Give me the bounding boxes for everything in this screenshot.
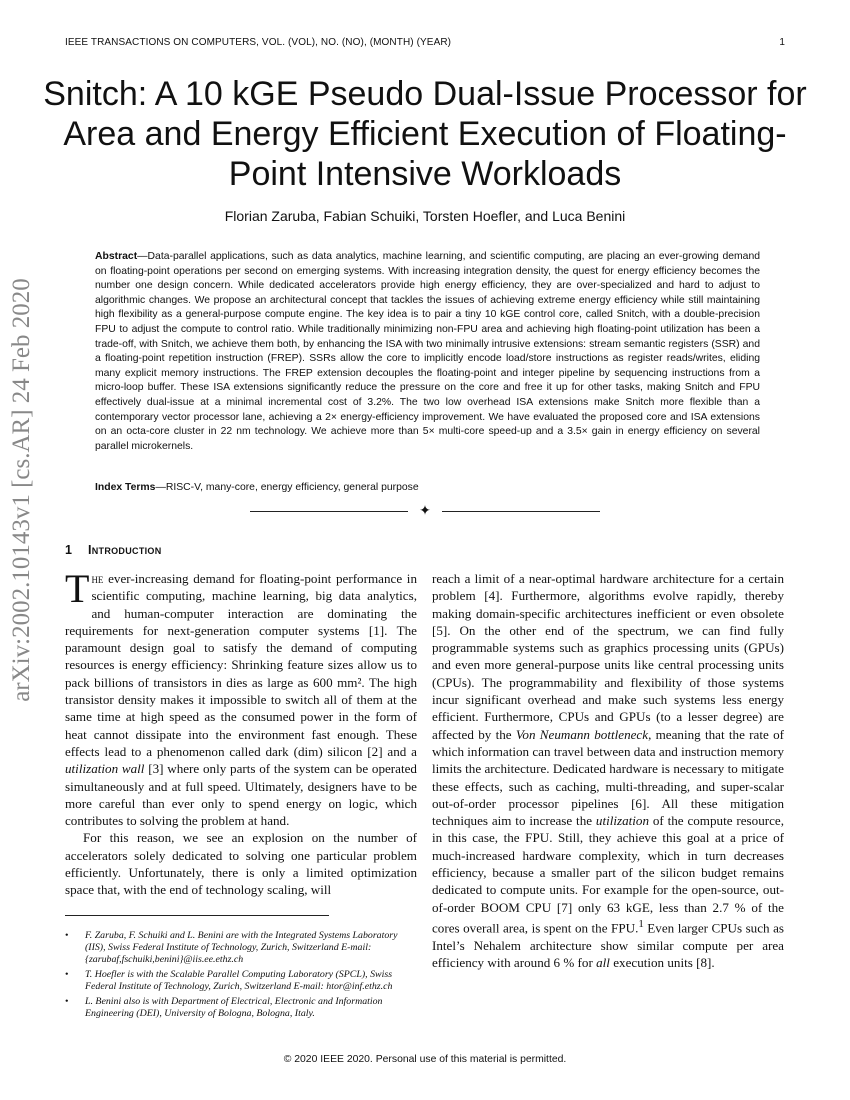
running-head bbox=[65, 37, 785, 48]
page-number: 1 bbox=[779, 37, 785, 48]
emphasis: utilization wall bbox=[65, 761, 145, 777]
drop-cap-continuation: he bbox=[91, 571, 104, 586]
footnote-text: F. Zaruba, F. Schuiki and L. Benini are with the Integrated Systems Laboratory (IIS), Swiss Federal Institute of Technology, Zurich, Switzerland E-mail: {zarubaf,fschuiki,benini}@iis.ee.ethz.ch bbox=[85, 930, 398, 965]
arxiv-stamp bbox=[2, 278, 42, 702]
footnote-text: L. Benini also is with Department of Electrical, Electronic and Information Engineering (DEI), University of Bologna, Bologna, Italy. bbox=[85, 996, 383, 1019]
copyright-notice: © 2020 IEEE 2020. Personal use of this material is permitted. bbox=[283, 1054, 567, 1065]
journal-header: IEEE TRANSACTIONS ON COMPUTERS, VOL. (VOL), NO. (NO), (MONTH) (YEAR) bbox=[65, 37, 452, 48]
author-list: Florian Zaruba, Fabian Schuiki, Torsten Hoefler, and Luca Benini bbox=[224, 208, 626, 224]
footnote-item bbox=[65, 996, 417, 1020]
emphasis: utilization bbox=[595, 813, 650, 829]
footnote-item bbox=[65, 930, 417, 966]
paragraph-text: [3] where only parts of the system can be operated simultaneously and at full speed. Ultimately, designers have to be more careful than ever only to spend energy on logic, which contributes to solving the problem at hand. bbox=[65, 761, 417, 829]
abstract bbox=[95, 250, 760, 454]
paragraph-text: ever-increasing demand for floating-point performance in scientific computing, machine learning, big data analytics, and human-computer interaction are dominating the requirements for next-generation computer systems [1]. The paramount design goal to satisfy the demand of computing resources is energy efficiency: Shrinking feature sizes allow us to pack billions of transistors in dies as large as 600 mm². The high transistor density makes it impossible to switch all of them at the same time at high speed as the consumed power in the form of heat cannot dissipate into the environment fast enough. These effects lead to a phenomenon called dark (dim) silicon [2] and a bbox=[65, 571, 417, 759]
section-divider bbox=[250, 505, 600, 519]
section-title: Introduction bbox=[87, 543, 162, 557]
abstract-text: —Data-parallel applications, such as data analytics, machine learning, and scientific computing, are placing an ever-growing demand on floating-point operations per second on emerging systems. With increasing integration density, the quest for energy efficiency becomes the number one design concern. While dedicated accelerators provide high energy efficiency, they are over-specialized and hard to adjust to algorithmic changes. We propose an architectural concept that tackles the issues of achieving extreme energy efficiency while still maintaining high flexibility as a general-purpose compute engine. The key idea is to pair a tiny 10 kGE control core, called Snitch, with a double-precision FPU to adjust the compute to control ratio. While traditionally minimizing non-FPU area and achieving high floating-point utilization has been a trade-off, with Snitch, we achieve them both, by enhancing the ISA with two minimally intrusive extensions: stream semantic registers (SSR) and a floating-point repetition instruction (FREP). SSRs allow the core to implicitly encode load/store instructions as register reads/writes, eliding many explicit memory instructions. The FREP extension decouples the floating-point and integer pipeline by sequencing instructions from a micro-loop buffer. These ISA extensions significantly reduce the pressure on the core and free it up for other tasks, making Snitch and FPU effectively dual-issue at a minimal incremental cost of 3.2%. The two low overhead ISA extensions make Snitch more flexible than a contemporary vector processor lane, achieving a 2× energy-efficiency improvement. We have evaluated the proposed core and ISA extensions on an octa-core cluster in 22 nm technology. We achieve more than 5× multi-core speed-up and a 3.5× gain in energy efficiency on several parallel microkernels. bbox=[95, 251, 760, 452]
footnote-item bbox=[65, 969, 417, 993]
paragraph-text: Even larger CPUs such as Intel’s Nehalem architecture show similar compute per area efficiency with around 6 % for bbox=[432, 920, 784, 970]
paragraph-text: execution units [8]. bbox=[609, 954, 715, 970]
affiliation-footnotes bbox=[65, 930, 417, 1023]
abstract-label: Abstract bbox=[95, 251, 138, 262]
footnote-rule bbox=[65, 915, 329, 916]
paragraph bbox=[65, 566, 417, 829]
section-number: 1 bbox=[65, 543, 72, 557]
body-column-right bbox=[432, 570, 784, 971]
bullet-icon: • bbox=[65, 930, 69, 941]
paragraph-text: reach a limit of a near-optimal hardware architecture for a certain problem [4]. Furthermore, algorithms evolve rapidly, thereby making domain-specific architectures inefficient or even obsolete [5]. On the other end of the spectrum, we can find fully programmable systems such as graphics processing units (GPUs) and even more general-purpose units like central processing units (CPUs). The programmability and flexibility of those systems incur significant overhead and make such systems less energy efficient. Furthermore, CPUs and GPUs (to a lesser degree) are affected by the bbox=[432, 571, 784, 742]
divider-line-right bbox=[442, 511, 600, 512]
arxiv-id: arXiv:2002.10143v1 [cs.AR] 24 Feb 2020 bbox=[8, 278, 35, 702]
paragraph-text: of the compute resource, in this case, the FPU. Still, they achieve this goal at a price of much-increased hardware complexity, which in turn decreases efficiency, because a smaller part of the silicon budget remains dedicated to compute units. For example for the open-source, out-of-order BOOM CPU [7] only 63 kGE, less than 2.7 % of the cores overall area, is spent on the FPU. bbox=[432, 813, 784, 936]
drop-cap: T bbox=[65, 566, 90, 611]
emphasis: all bbox=[596, 954, 610, 970]
diamond-icon: ✦ bbox=[419, 504, 431, 519]
bullet-icon: • bbox=[65, 996, 69, 1007]
body-column-left bbox=[65, 566, 417, 899]
index-terms-label: Index Terms bbox=[95, 482, 156, 493]
bullet-icon: • bbox=[65, 969, 69, 980]
paragraph: For this reason, we see an explosion on the number of accelerators solely dedicated to solving one particular problem efficiently. Unfortunately, there is only a limited optimization space that, with the end of technology scaling, will bbox=[65, 830, 417, 898]
emphasis: Von Neumann bottleneck bbox=[515, 726, 649, 742]
divider-line-left bbox=[250, 511, 408, 512]
section-heading bbox=[65, 543, 162, 557]
index-terms-text: —RISC-V, many-core, energy efficiency, general purpose bbox=[155, 482, 419, 493]
paper-title: Snitch: A 10 kGE Pseudo Dual-Issue Processor for Area and Energy Efficient Execution of Floating-Point Intensive Workloads bbox=[43, 75, 807, 193]
footnote-text: T. Hoefler is with the Scalable Parallel Computing Laboratory (SPCL), Swiss Federal Institute of Technology, Zurich, Switzerland E-mail: htor@inf.ethz.ch bbox=[85, 969, 393, 992]
paragraph bbox=[432, 570, 784, 971]
footnote-marker[interactable]: 1 bbox=[638, 917, 644, 930]
paragraph-text: , meaning that the rate of which information can travel between data and instruction memory limits the architecture. Dedicated hardware is necessary to mitigate these effects, such as caching, multi-threading, and super-scalar out-of-order processor pipelines [6]. All these mitigation techniques aim to increase the bbox=[432, 726, 784, 829]
index-terms bbox=[95, 482, 760, 493]
